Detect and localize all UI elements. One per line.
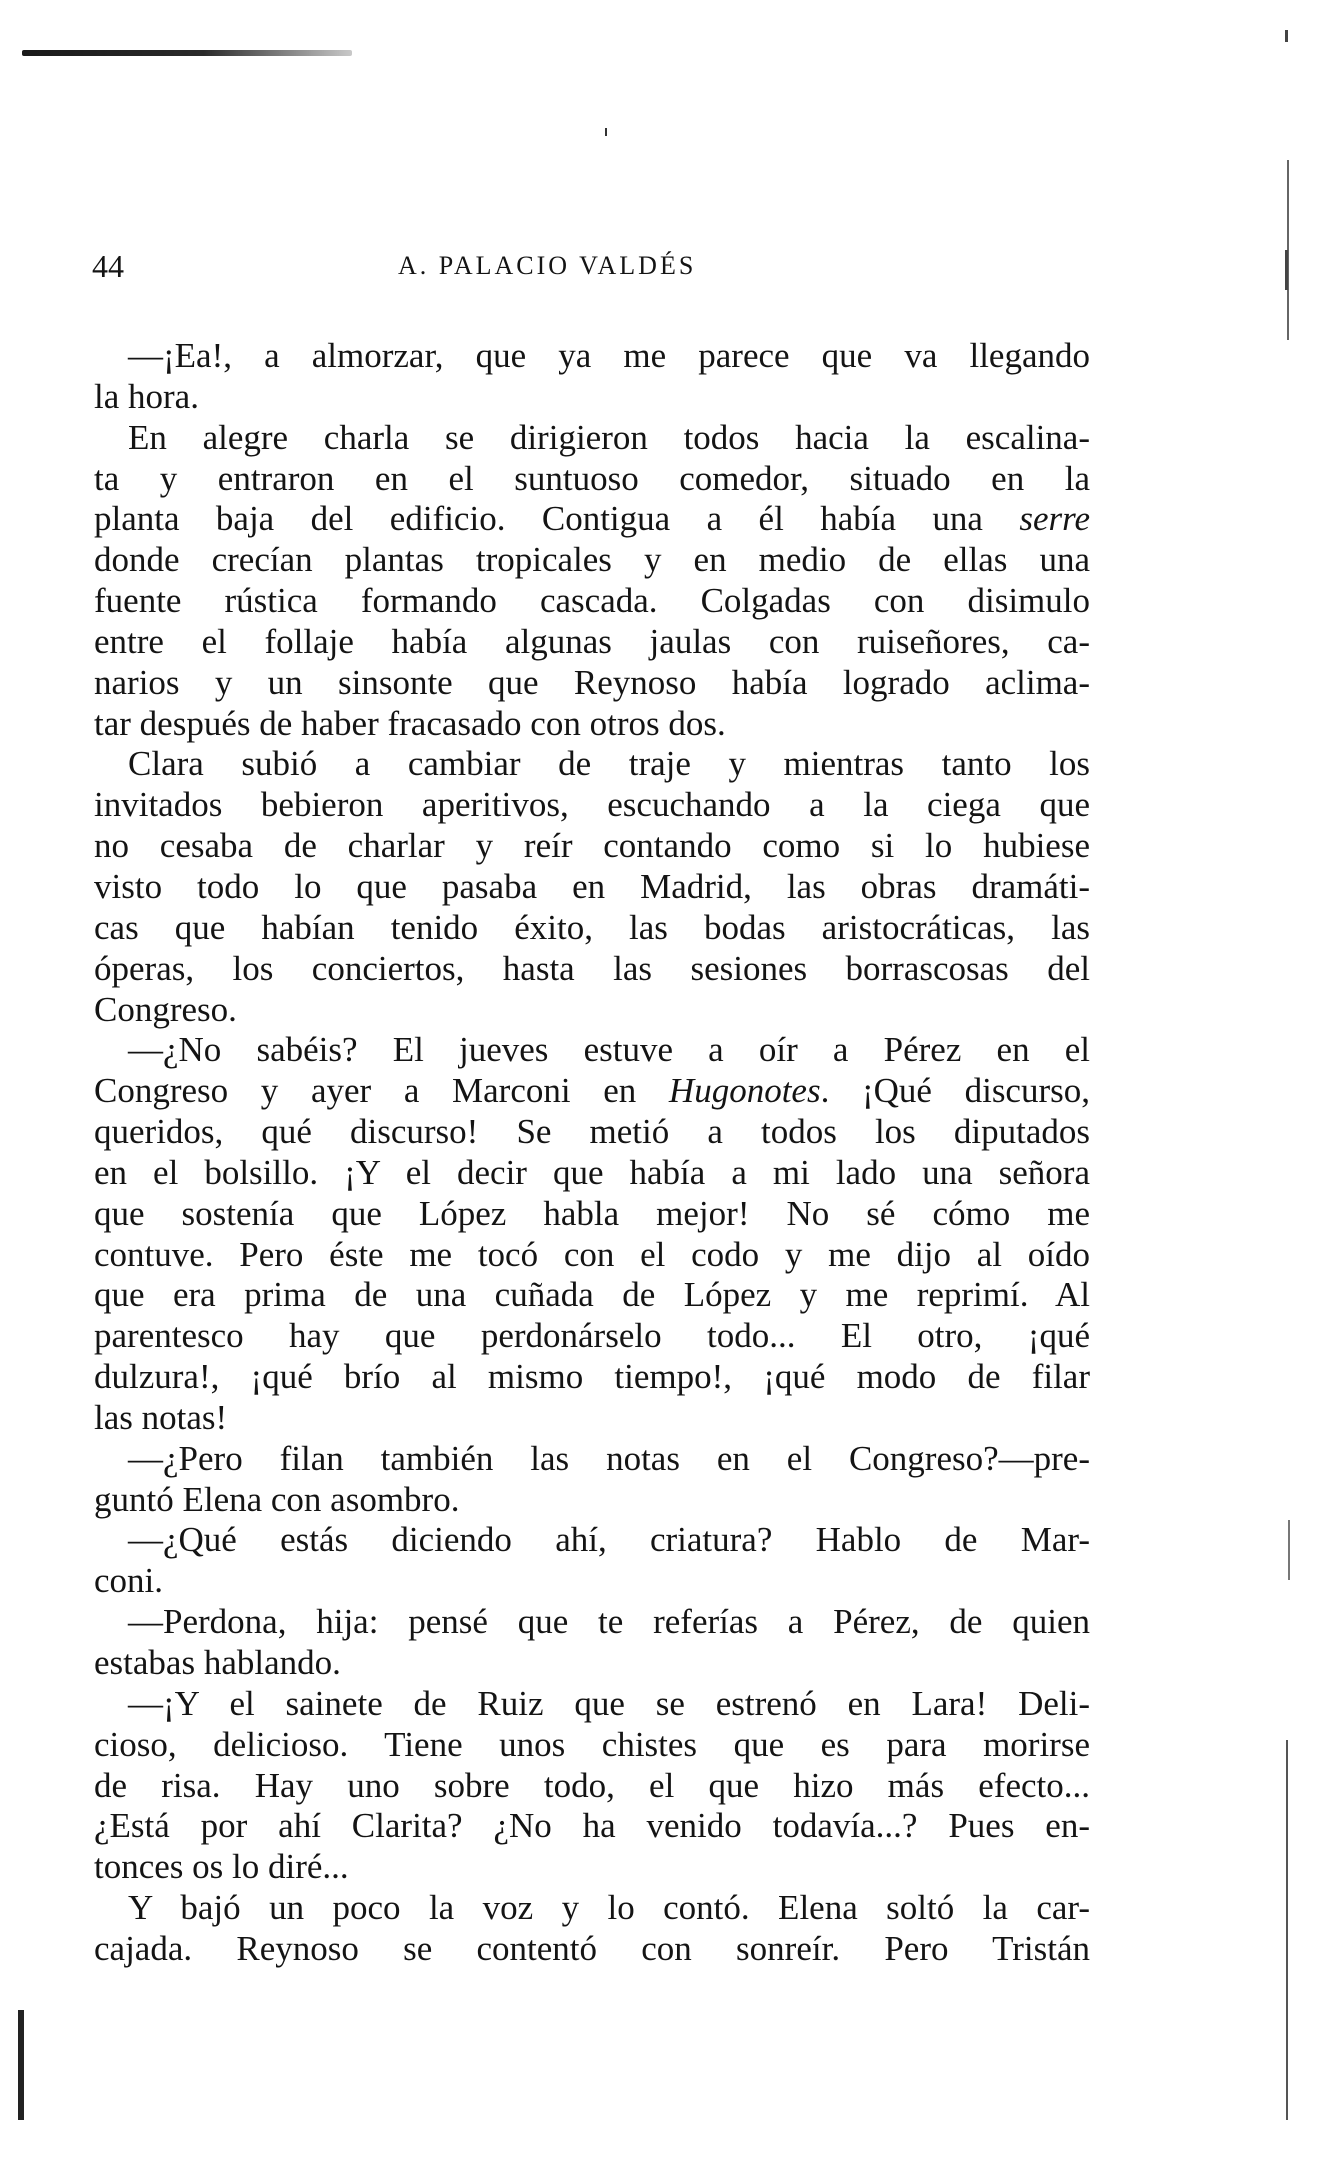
text-line [94,622,1090,663]
running-head [92,246,1092,286]
text-line [94,1520,1090,1561]
running-title: A. PALACIO VALDÉS [398,251,697,280]
line-text: guntó Elena con asombro. [94,1479,460,1519]
text-line [94,1112,1090,1153]
line-text: que sostenía que López habla mejor! No sé cómo me [94,1193,1090,1233]
text-line [94,744,1090,785]
line-text: fuente rústica formando cascada. Colgadas con disimulo [94,581,1090,621]
line-text: la hora. [94,376,199,416]
line-text: Congreso y ayer a Marconi en [94,1071,637,1111]
text-line [94,1071,1090,1112]
scan-edge-mark [18,2010,24,2120]
scan-edge-mark [1285,30,1288,42]
text-line [94,908,1090,949]
text-line [94,377,1090,418]
line-text: ta y entraron en el suntuoso comedor, situado en la [94,458,1090,498]
line-text-after-italic: . ¡Qué discurso, [820,1071,1090,1111]
line-text: —Perdona, hija: pensé que te referías a Pérez, de quien [128,1602,1090,1642]
text-line [94,1847,1090,1888]
text-line [94,581,1090,622]
line-text: invitados bebieron aperitivos, escuchando a la ciega que [94,785,1090,825]
line-text: estabas hablando. [94,1643,341,1682]
line-text: ¿Está por ahí Clarita? ¿No ha venido todavía...? Pues en- [94,1806,1090,1846]
scan-speck [605,128,607,136]
line-text: tonces os lo diré... [94,1847,349,1887]
line-text: contuve. Pero éste me tocó con el codo y me dijo al oído [94,1234,1090,1274]
line-text: —¿Pero filan también las notas en el Congreso?—pre- [128,1438,1090,1478]
line-text: —¿No sabéis? El jueves estuve a oír a Pérez en el [128,1030,1090,1070]
text-line [94,1030,1090,1071]
text-line [94,1153,1090,1194]
page-number: 44 [92,248,124,284]
scan-edge-mark [1286,1740,1288,2120]
line-text: parentesco hay que perdonárselo todo... El otro, ¡qué [94,1316,1090,1356]
line-text: cajada. Reynoso se contentó con sonreír. Pero Tristán [94,1928,1090,1968]
line-text: no cesaba de charlar y reír contando como si lo hubiese [94,826,1090,866]
line-text: —¡Ea!, a almorzar, que ya me parece que va llegando [128,336,1090,375]
text-line [94,949,1090,990]
text-line [94,826,1090,867]
text-line [94,1684,1090,1725]
text-line [94,785,1090,826]
text-line [94,663,1090,704]
text-line [94,867,1090,908]
line-text: cioso, delicioso. Tiene unos chistes que es para morirse [94,1724,1090,1764]
line-text: —¡Y el sainete de Ruiz que se estrenó en Lara! Deli- [128,1683,1090,1723]
text-line [94,1235,1090,1276]
text-line [94,1888,1090,1929]
text-line [94,1643,1090,1684]
text-line [94,990,1090,1031]
line-text: Clara subió a cambiar de traje y mientras tanto los [128,744,1090,784]
line-text: tar después de haber fracasado con otros dos. [94,703,726,743]
italic-word: serre [1019,499,1090,539]
text-line [94,1602,1090,1643]
body-text [94,336,1090,1970]
line-text: donde crecían plantas tropicales y en medio de ellas una [94,540,1090,580]
line-text: visto todo lo que pasaba en Madrid, las obras dramáti- [94,866,1090,906]
text-line [94,1275,1090,1316]
text-line [94,1194,1090,1235]
text-line [94,1766,1090,1807]
text-line [94,1725,1090,1766]
line-text: —¿Qué estás diciendo ahí, criatura? Hablo de Mar- [128,1520,1090,1560]
text-line [94,1357,1090,1398]
scan-edge-mark [1288,1520,1290,1580]
line-text: Y bajó un poco la voz y lo contó. Elena soltó la car- [128,1888,1090,1928]
line-text: cas que habían tenido éxito, las bodas aristocráticas, las [94,907,1090,947]
top-rule-decoration [22,50,352,56]
italic-title: Hugonotes [668,1071,821,1111]
line-text: queridos, qué discurso! Se metió a todos los diputados [94,1112,1090,1152]
text-line [94,1439,1090,1480]
text-line [94,459,1090,500]
line-text: óperas, los conciertos, hasta las sesiones borrascosas del [94,948,1090,988]
line-text: dulzura!, ¡qué brío al mismo tiempo!, ¡qué modo de filar [94,1357,1090,1397]
text-line [94,704,1090,745]
line-text: En alegre charla se dirigieron todos hacia la escalina- [128,417,1090,457]
line-text: que era prima de una cuñada de López y me reprimí. Al [94,1275,1090,1315]
scan-edge-mark [1285,250,1288,290]
text-line [94,336,1090,377]
line-text: Congreso. [94,989,237,1029]
text-line [94,1561,1090,1602]
line-text: de risa. Hay uno sobre todo, el que hizo más efecto... [94,1765,1090,1805]
text-line [94,1806,1090,1847]
text-line [94,1929,1090,1970]
line-text: coni. [94,1561,164,1601]
line-text: planta baja del edificio. Contigua a él había una [94,499,983,539]
line-text: en el bolsillo. ¡Y el decir que había a mi lado una señora [94,1152,1090,1192]
text-line [94,1480,1090,1521]
text-line [94,1398,1090,1439]
text-line [94,499,1090,540]
text-line [94,540,1090,581]
line-text: las notas! [94,1397,228,1437]
text-line [94,1316,1090,1357]
line-text: entre el follaje había algunas jaulas con ruiseñores, ca- [94,621,1090,661]
text-line [94,418,1090,459]
line-text: narios y un sinsonte que Reynoso había logrado aclima- [94,662,1090,702]
